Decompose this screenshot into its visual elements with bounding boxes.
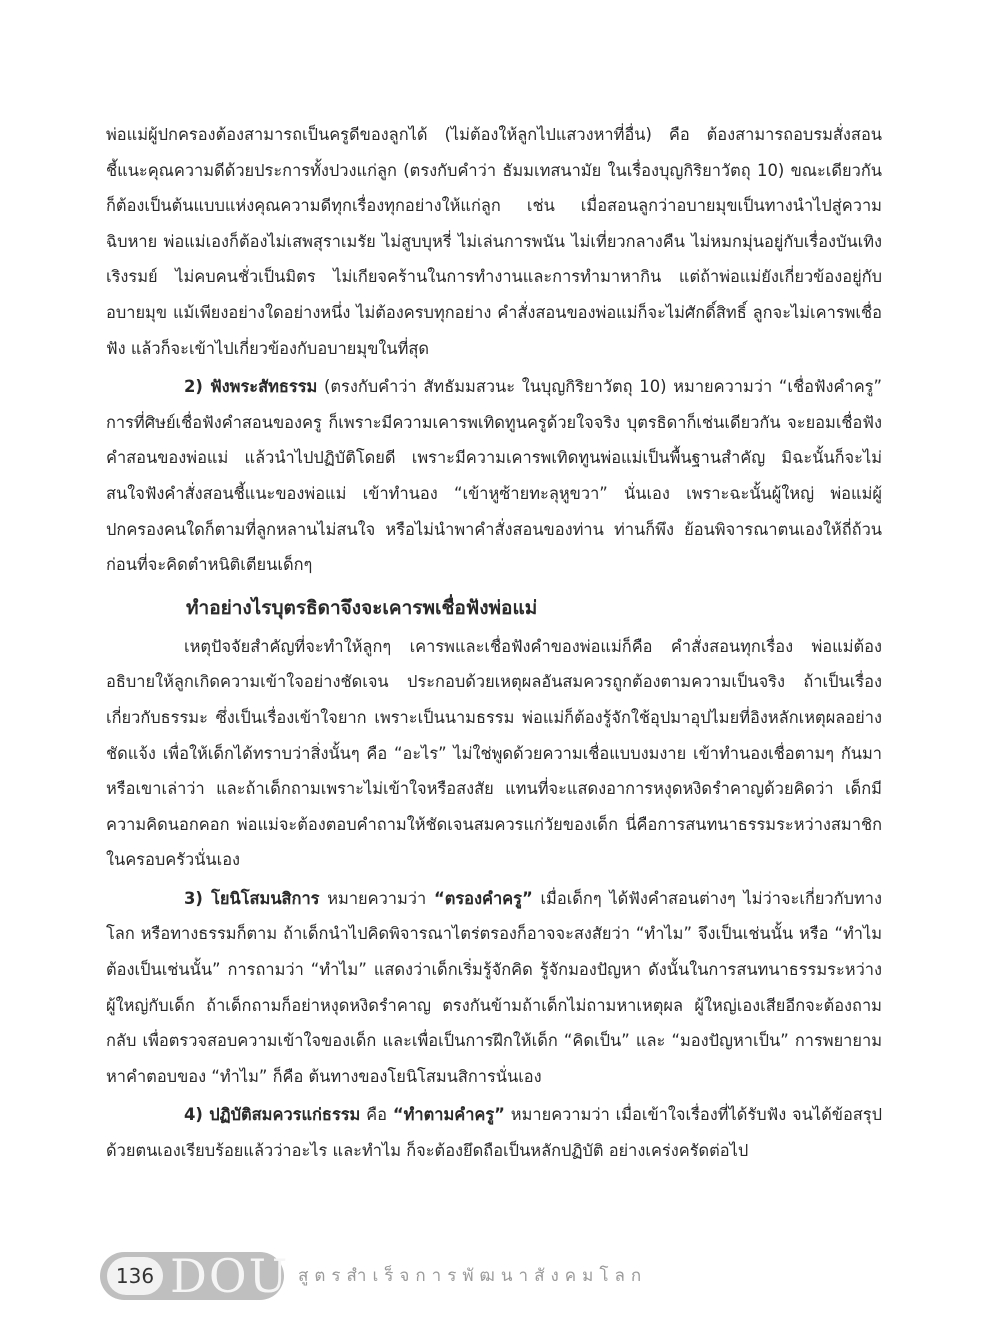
section-heading: ทำอย่างไรบุตรธิดาจึงจะเคารพเชื่อฟังพ่อแม่ — [186, 596, 538, 619]
document-body — [106, 117, 882, 1172]
paragraph-2-body: (ตรงกับคำว่า สัทธัมมสวนะ ในบุญกิริยาวัตถุ 10) หมายความว่า “เชื่อฟังคำครู” การที่ศิษย์เชื่อฟังคำสอนของครู ก็เพราะมีความเคารพเทิดทูนครูด้วยใจจริง บุตรธิดาก็เช่นเดียวกัน จะยอมเชื่อฟังคำสอนของพ่อแม่ แล้วนำไปปฏิบัติโดยดี เพราะมีความเคารพเทิดทูนพ่อแม่เป็นพื้นฐานสำคัญ มิฉะนั้นก็จะไม่สนใจฟังคำสั่งสอนชี้แนะของพ่อแม่ เข้าทำนอง “เข้าหูซ้ายทะลุหูขวา” นั่นเอง เพราะฉะนั้นผู้ใหญ่ พ่อแม่ผู้ปกครองคนใดก็ตามที่ลูกหลานไม่สนใจ หรือไม่นำพาคำสั่งสอนของท่าน ท่านก็พึง ย้อนพิจารณาตนเองให้ถี่ถ้วน ก่อนที่จะคิดตำหนิติเตียนเด็กๆ — [106, 377, 882, 575]
paragraph-2 — [106, 369, 882, 583]
paragraph-5-title: 4) ปฏิบัติสมควรแก่ธรรม — [184, 1105, 361, 1125]
paragraph-4-mid: หมายความว่า — [319, 888, 434, 908]
paragraph-3: เหตุปัจจัยสำคัญที่จะทำให้ลูกๆ เคารพและเชื่อฟังคำของพ่อแม่ก็คือ คำสั่งสอนทุกเรื่อง พ่อแม่ต้องอธิบายให้ลูกเกิดความเข้าใจอย่างชัดเจน ประกอบด้วยเหตุผลอันสมควรถูกต้องตามความเป็นจริง ถ้าเป็นเรื่องเกี่ยวกับธรรมะ ซึ่งเป็นเรื่องเข้าใจยาก เพราะเป็นนามธรรม พ่อแม่ก็ต้องรู้จักใช้อุปมาอุปไมยที่อิงหลักเหตุผลอย่างชัดแจ้ง เพื่อให้เด็กได้ทราบว่าสิ่งนั้นๆ คือ “อะไร” ไม่ใช่พูดด้วยความเชื่อแบบงมงาย เข้าทำนองเชื่อตามๆ กันมา หรือเขาเล่าว่า และถ้าเด็กถามเพราะไม่เข้าใจหรือสงสัย แทนที่จะแสดงอาการหงุดหงิดรำคาญด้วยคิดว่า เด็กมีความคิดนอกคอก พ่อแม่จะต้องตอบคำถามให้ชัดเจนสมควรแก่วัยของเด็ก นี่คือการสนทนาธรรมระหว่างสมาชิกในครอบครัวนั่นเอง — [106, 636, 882, 870]
paragraph-4-title: 3) โยนิโสมนสิการ — [184, 888, 320, 908]
page-footer — [100, 1249, 900, 1303]
dou-logo: DOU — [170, 1249, 290, 1303]
paragraph-4-body: เมื่อเด็กๆ ได้ฟังคำสอนต่างๆ ไม่ว่าจะเกี่ยวกับทางโลก หรือทางธรรมก็ตาม ถ้าเด็กนำไปคิดพิจารณาไตร่ตรองก็อาจจะสงสัยว่า “ทำไม” จึงเป็นเช่นนั้น หรือ “ทำไมต้องเป็นเช่นนั้น” การถามว่า “ทำไม” แสดงว่าเด็กเริ่มรู้จักคิด รู้จักมองปัญหา ดังนั้นในการสนทนาธรรมระหว่างผู้ใหญ่กับเด็ก ถ้าเด็กถามก็อย่าหงุดหงิดรำคาญ ตรงกันข้ามถ้าเด็กไม่ถามหาเหตุผล ผู้ใหญ่เองเสียอีกจะต้องถามกลับ เพื่อตรวจสอบความเข้าใจของเด็ก และเพื่อเป็นการฝึกให้เด็ก “คิดเป็น” และ “มองปัญหาเป็น” การพยายามหาคำตอบของ “ทำไม” ก็คือ ต้นทางของโยนิโสมนสิการนั่นเอง — [106, 888, 883, 1086]
book-title: สูตรสำเร็จการพัฒนาสังคมโลก — [298, 1266, 648, 1286]
paragraph-1: พ่อแม่ผู้ปกครองต้องสามารถเป็นครูดีของลูกได้ (ไม่ต้องให้ลูกไปแสวงหาที่อื่น) คือ ต้องสามารถอบรมสั่งสอนชี้แนะคุณความดีด้วยประการทั้งปวงแก่ลูก (ตรงกับคำว่า ธัมมเทสนามัย ในเรื่องบุญกิริยาวัตถุ 10) ขณะเดียวกันก็ต้องเป็นต้นแบบแห่งคุณความดีทุกเรื่องทุกอย่างให้แก่ลูก เช่น เมื่อสอนลูกว่าอบายมุขเป็นทางนำไปสู่ความฉิบหาย พ่อแม่เองก็ต้องไม่เสพสุราเมรัย ไม่สูบบุหรี่ ไม่เล่นการพนัน ไม่เที่ยวกลางคืน ไม่หมกมุ่นอยู่กับเรื่องบันเทิงเริงรมย์ ไม่คบคนชั่วเป็นมิตร ไม่เกียจคร้านในการทำงานและการทำมาหากิน แต่ถ้าพ่อแม่ยังเกี่ยวข้องอยู่กับอบายมุข แม้เพียงอย่างใดอย่างหนึ่ง ไม่ต้องครบทุกอย่าง คำสั่งสอนของพ่อแม่ก็จะไม่ศักดิ์สิทธิ์ ลูกจะไม่เคารพเชื่อฟัง แล้วก็จะเข้าไปเกี่ยวข้องกับอบายมุขในที่สุด — [106, 125, 882, 358]
page-number: 136 — [115, 1264, 155, 1288]
paragraph-2-title: 2) ฟังพระสัทธรรม — [184, 377, 318, 397]
paragraph-5-mid: คือ — [360, 1105, 393, 1125]
paragraph-4 — [106, 881, 882, 1095]
paragraph-4-emphasis: “ตรองคำครู” — [433, 888, 533, 908]
paragraph-5-body: หมายความว่า เมื่อเข้าใจเรื่องที่ได้รับฟัง จนได้ข้อสรุปด้วยตนเองเรียบร้อยแล้วว่าอะไร และทำไม ก็จะต้องยึดถือเป็นหลักปฏิบัติ อย่างเคร่งครัดต่อไป — [106, 1105, 883, 1161]
paragraph-5 — [106, 1097, 882, 1168]
paragraph-5-emphasis: “ทำตามคำครู” — [392, 1105, 505, 1125]
